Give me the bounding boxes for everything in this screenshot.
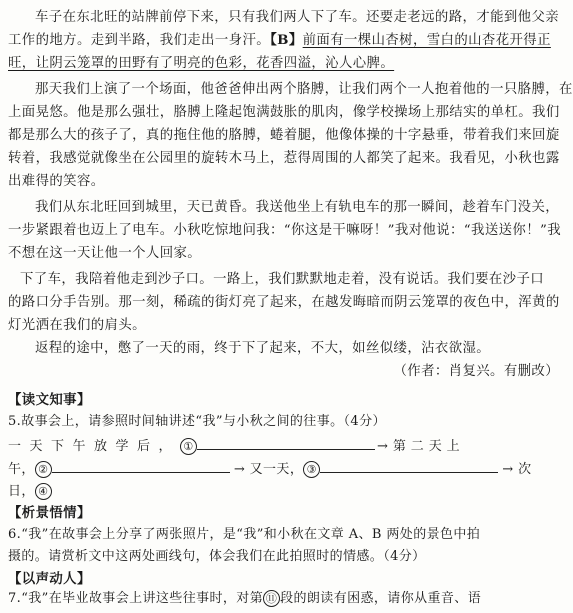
section-title-scenery: 【析景悟情】: [8, 505, 91, 521]
q5-timeline-row1: 一天下午放学后， ① → 第 二 天 上: [8, 435, 568, 457]
p1-line3-underlined: 旺，让阴云笼罩的田野有了明亮的色彩，花香四溢，沁人心脾。: [8, 56, 395, 71]
p2-line5: 出难得的笑容。: [8, 174, 105, 189]
p2-line3: 都是那么大的孩子了，真的拖住他的胳膊，蜷着腿，他像体操的十字悬垂，带着我们来回旋: [8, 128, 560, 143]
circle-num-4: ④: [35, 483, 52, 500]
p4-line3: 灯光洒在我们的肩头。: [8, 318, 146, 333]
marker-b: 【B】: [270, 32, 303, 48]
answer-blank-1[interactable]: [197, 435, 375, 450]
answer-blank-3[interactable]: [320, 458, 498, 473]
underlined-sentence-b: 前面有一棵山杏树，雪白的山杏花开得正: [302, 33, 551, 48]
circle-num-2: ②: [35, 461, 52, 478]
p3-line2: 一步紧跟着也迈上了电车。小秋吃惊地问我：“你这是干嘛呀！”我对他说：“我送送你！”我: [8, 223, 562, 238]
p1-line2: 工作的地方。走到半路，我们走出一身汗。【B】前面有一棵山杏树，雪白的山杏花开得正: [8, 32, 551, 48]
p2-line2: 上面晃悠。他是那么强壮，胳膊上隆起饱满鼓胀的肌肉，像学校操场上那结实的单杠。我们: [8, 105, 560, 120]
p4-line1: 下了车，我陪着他走到沙子口。一路上，我们默默地走着，没有说话。我们要在沙子口: [20, 272, 545, 287]
circle-num-3: ③: [303, 461, 320, 478]
q5-timeline-row3: 日， ④: [8, 481, 52, 502]
circle-num-1: ①: [180, 438, 197, 455]
answer-blank-2[interactable]: [52, 458, 230, 473]
circle-num-11: ⑪: [263, 590, 280, 607]
p2-line4: 转着，我感觉就像坐在公园里的旋转木马上，惹得周围的人都笑了起来。我看见，小秋也露: [8, 151, 560, 166]
p1-line1: 车子在东北旺的站牌前停下来，只有我们两人下了车。还要走老远的路，才能到他父亲: [35, 10, 560, 25]
q5-timeline-row2: 午， ② → 又一天， ③ → 次: [8, 458, 531, 480]
question-6-line1: 6.“我”在故事会上分享了两张照片，是“我”和小秋在文章 A、B 两处的景色中拍: [8, 527, 481, 542]
question-7-line1: 7.“我”在毕业故事会上讲这些往事时，对第 ⑪ 段的朗读有困惑，请你从重音、语: [8, 591, 482, 606]
p3-line3: 不想在这一天让他一个人回家。: [8, 246, 202, 261]
section-title-voice: 【以声动人】: [8, 571, 91, 587]
question-5-stem: 5.故事会上，请参照时间轴讲述“我”与小秋之间的往事。（4分）: [8, 414, 386, 429]
p3-line1: 我们从东北旺回到城里，天已黄昏。我送他坐上有轨电车的那一瞬间，趁着车门没关，: [35, 200, 560, 215]
p4-line2: 的路口分手告别。那一刻，稀疏的街灯亮了起来，在越发晦暗而阴云笼罩的夜色中，浑黄的: [8, 295, 560, 310]
section-title-reading: 【读文知事】: [8, 392, 91, 408]
question-6-line2: 摄的。请赏析文中这两处画线句，体会我们在此拍照时的情感。（4分）: [8, 549, 426, 564]
p2-line1: 那天我们上演了一个场面，他爸爸伸出两个胳膊，让我们两个一人抱着他的一只胳膊，在: [35, 82, 573, 97]
author-note: （作者：肖复兴。有删改）: [393, 364, 559, 379]
p5-line1: 返程的途中，憋了一天的雨，终于下了起来，不大，如丝似缕，沾衣欲湿。: [35, 341, 491, 356]
